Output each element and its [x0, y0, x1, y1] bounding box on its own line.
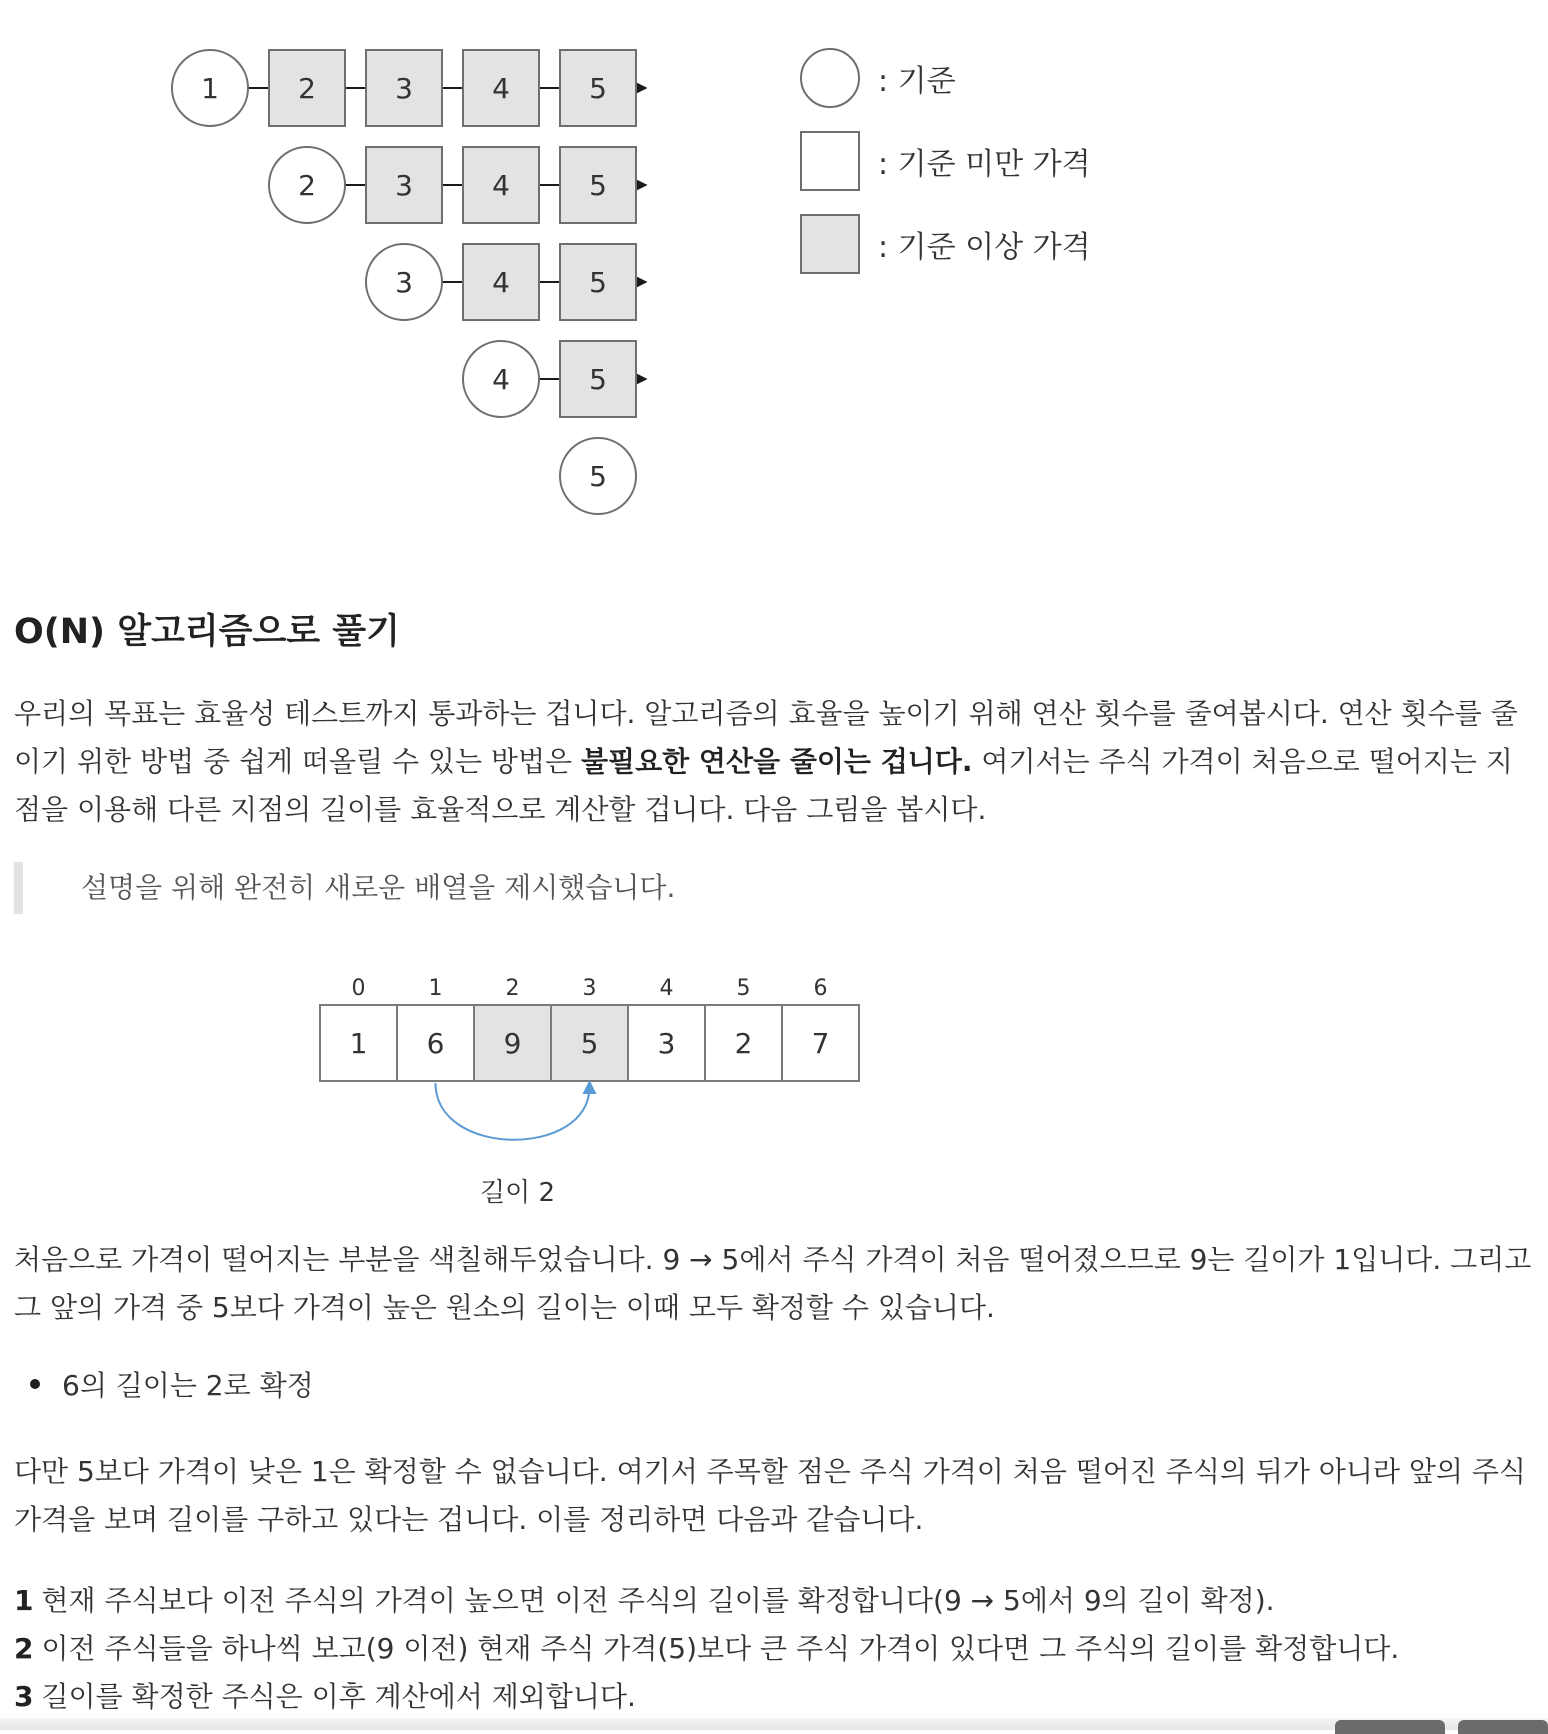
- price-label: 2: [298, 72, 316, 105]
- price-label: 3: [395, 169, 413, 202]
- comparison-diagram: [170, 40, 730, 520]
- list-item: [30, 1364, 314, 1404]
- step-number: 2: [14, 1632, 34, 1665]
- base-label: 4: [492, 363, 510, 396]
- index-label: 0: [351, 976, 366, 1001]
- base-label: 3: [395, 266, 413, 299]
- cell-value: 9: [503, 1027, 522, 1060]
- arc-label: 길이 2: [479, 1178, 556, 1208]
- price-label: 5: [589, 72, 607, 105]
- legend-label: : 기준 이상 가격: [878, 230, 1091, 265]
- section-heading: O(N) 알고리즘으로 풀기: [14, 612, 400, 652]
- cell-value: 5: [580, 1027, 599, 1060]
- base-label: 2: [298, 169, 316, 202]
- step-text: 현재 주식보다 이전 주식의 가격이 높으면 이전 주식의 길이를 확정합니다(9 → 5에서 9의 길이 확정).: [41, 1584, 1275, 1617]
- index-label: 3: [582, 976, 597, 1001]
- bold-text: 불필요한 연산을 줄이는 겁니다.: [580, 745, 973, 778]
- square-icon: [800, 131, 860, 191]
- step-item: [14, 1577, 1399, 1625]
- toolbar-button[interactable]: [1458, 1720, 1548, 1734]
- paragraph-intro: [14, 690, 1539, 834]
- legend-item-base: [800, 48, 956, 108]
- step-text: 길이를 확정한 주식은 이후 계산에서 제외합니다.: [41, 1680, 636, 1713]
- price-label: 3: [395, 72, 413, 105]
- paragraph-text: 우리의 목표는 효율성 테스트까지 통과하는 겁니다. 알고리즘의 효율을 높이기 위해 연산 횟수를 줄여봅시다. 연산 횟수를 줄이기 위한 방법 중 쉽게 떠올릴 수 있는 방법은: [14, 697, 1518, 778]
- index-label: 4: [659, 976, 674, 1001]
- price-label: 5: [589, 169, 607, 202]
- paragraph-explanation: 처음으로 가격이 떨어지는 부분을 색칠해두었습니다. 9 → 5에서 주식 가격이 처음 떨어졌으므로 9는 길이가 1입니다. 그리고 그 앞의 가격 중 5보다 가격이 높은 원소의 길이는 이때 모두 확정할 수 있습니다.: [14, 1243, 1532, 1324]
- circle-icon: [800, 48, 860, 108]
- step-number: 1: [14, 1584, 34, 1617]
- blockquote: 설명을 위해 완전히 새로운 배열을 제시했습니다.: [14, 862, 675, 914]
- price-label: 5: [589, 266, 607, 299]
- length-arc: [436, 1083, 590, 1140]
- toolbar-button[interactable]: [1335, 1720, 1445, 1734]
- price-label: 4: [492, 72, 510, 105]
- legend-label: : 기준: [878, 64, 956, 99]
- step-item: [14, 1625, 1399, 1673]
- index-label: 2: [505, 976, 520, 1001]
- index-label: 5: [736, 976, 751, 1001]
- paragraph-summary: 다만 5보다 가격이 낮은 1은 확정할 수 없습니다. 여기서 주목할 점은 주식 가격이 처음 떨어진 주식의 뒤가 아니라 앞의 주식 가격을 보며 길이를 구하고 있다는 겁니다. 이를 정리하면 다음과 같습니다.: [14, 1455, 1526, 1536]
- filled-square-icon: [800, 214, 860, 274]
- cell-value: 7: [811, 1027, 830, 1060]
- step-item: [14, 1673, 1399, 1721]
- bullet-icon: [30, 1379, 40, 1389]
- index-label: 6: [813, 976, 828, 1001]
- base-label: 1: [201, 72, 219, 105]
- base-label: 5: [589, 460, 607, 493]
- cell-value: 6: [426, 1027, 445, 1060]
- legend-item-above: [800, 214, 1091, 274]
- bottom-toolbar: [0, 1718, 1548, 1730]
- cell-value: 2: [734, 1027, 753, 1060]
- array-diagram: [300, 965, 870, 1208]
- legend-label: : 기준 미만 가격: [878, 147, 1091, 182]
- paragraph-text: 여기서는 주식 가격이 처음으로 떨어지는 지점을 이용해 다른 지점의 길이를 효율적으로 계산할 겁니다. 다음 그림을 봅시다.: [14, 745, 1513, 826]
- index-label: 1: [428, 976, 443, 1001]
- cell-value: 3: [657, 1027, 676, 1060]
- legend-item-below: [800, 131, 1091, 191]
- price-label: 4: [492, 266, 510, 299]
- step-text: 이전 주식들을 하나씩 보고(9 이전) 현재 주식 가격(5)보다 큰 주식 가격이 있다면 그 주식의 길이를 확정합니다.: [41, 1632, 1400, 1665]
- step-number: 3: [14, 1680, 34, 1713]
- price-label: 4: [492, 169, 510, 202]
- steps-list: [14, 1577, 1399, 1721]
- price-label: 5: [589, 363, 607, 396]
- list-item-text: 6의 길이는 2로 확정: [62, 1369, 314, 1402]
- cell-value: 1: [349, 1027, 368, 1060]
